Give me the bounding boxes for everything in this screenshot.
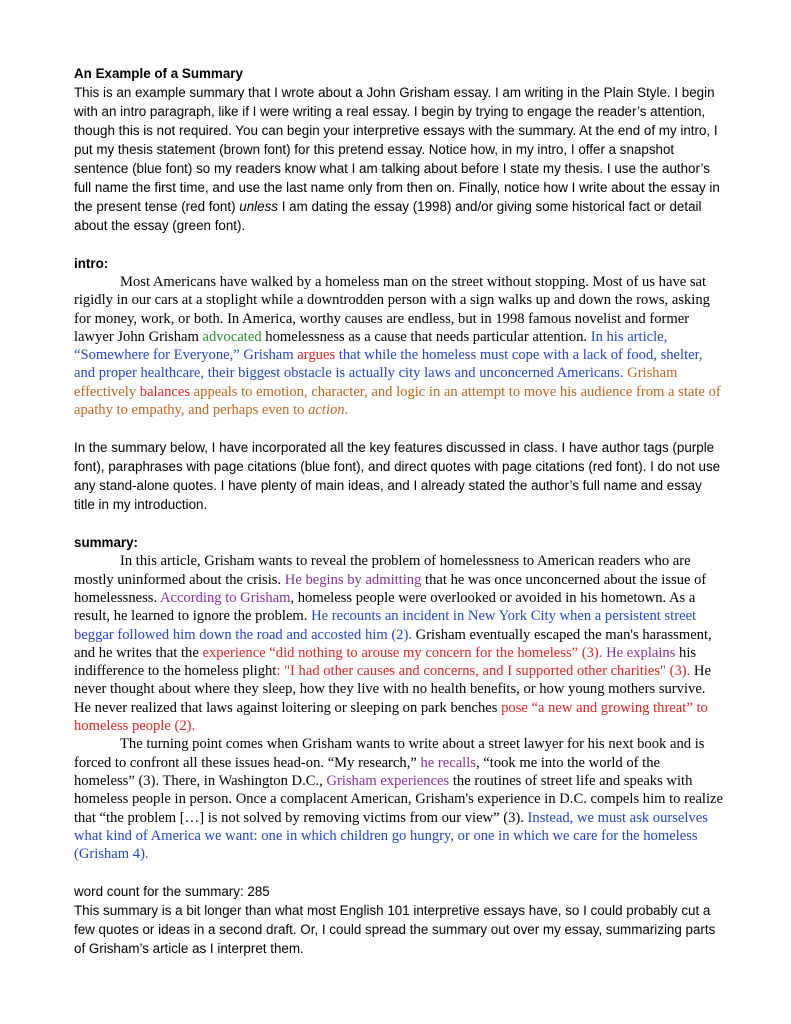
summary2-text-3: the routines of street life and speaks with homeless people in person. Once a complacent American, Grisham's experience in D.C. compels him to realize that “the problem […] is not solved by removing victims from our view” (3). (74, 772, 724, 826)
intro-body (74, 273, 724, 419)
intro-brown-1: Grisham effectively (74, 365, 678, 400)
summary-paragraph-2 (74, 735, 724, 863)
instructions-emphasis: unless (239, 199, 278, 214)
intro-text-1: Most Americans have walked by a homeless man on the street without stopping. Most of us have sat rigidly in our cars at a stoplight while a downtrodden person with a sign walks up and down the rows, asking for money, work, or both. In America, worthy causes are endless, but in 1998 famous novelist and former lawyer John Grisham (74, 274, 710, 345)
summary1-text-4: Grisham eventually escaped the man's harassment, and he writes that the (74, 626, 712, 661)
summary2-blue-1: Instead, we must ask ourselves what kind of America we want: one in which children go hungry, or one in which we care for the homeless (Grisham 4). (74, 809, 708, 863)
word-count: word count for the summary: 285 (74, 884, 270, 900)
intro-brown-emphasis: action (308, 402, 345, 419)
intro-text-2: homelessness as a cause that needs particular attention. (261, 328, 591, 345)
summary1-red-2: : "I had other causes and concerns, and I supported other charities" (3). (276, 663, 691, 680)
summary-label: summary: (74, 535, 139, 551)
summary1-purple-2: According to Grisham (159, 589, 291, 606)
middle-paragraph: In the summary below, I have incorporated all the key features discussed in class. I have author tags (purple font), paraphrases with page citations (blue font), and direct quotes with page citations (red font). I do not use any stand-alone quotes. I have plenty of main ideas, and I already stated the author’s full name and essay title in my introduction. (74, 440, 721, 513)
instructions-text-1: This is an example summary that I wrote about a John Grisham essay. I am writing in the Plain Style. I begin with an intro paragraph, like if I were writing a real essay. I begin by trying to engage the reader’s attention, though this is not required. You can begin your interpretive essays with the summary. At the end of my intro, I put my thesis statement (brown font) for this pretend essay. Notice how, in my intro, I offer a snapshot sentence (blue font) so my readers know what I am talking about before I state my thesis. I use the author’s full name the first time, and use the last name only from then on. Finally, notice how I write about the essay in the present tense (red font) (74, 85, 720, 214)
intro-brown-2: appeals to emotion, character, and logic in an attempt to move his audience from a state of apathy to empathy, and perhaps even to (74, 383, 721, 419)
summary1-purple-1: He begins by admitting (284, 571, 422, 588)
summary2-text-1: The turning point comes when Grisham wants to write about a street lawyer for his next book and is forced to confront all these issues head-on. “My research,” (74, 736, 705, 771)
summary1-red-1: experience “did nothing to arouse my concern for the homeless” (3). (202, 644, 603, 661)
intro-green-1: advocated (202, 328, 262, 345)
summary2-purple-2: Grisham experiences (326, 772, 450, 789)
summary1-red-3: pose “a new and growing threat” to homeless people (2). (74, 699, 708, 735)
summary1-text-1: In this article, Grisham wants to reveal the problem of homelessness to American readers who are mostly uninformed about the crisis. (74, 553, 691, 588)
summary-paragraph-1 (74, 552, 724, 735)
document-page (74, 64, 724, 958)
summary1-purple-3: He explains (606, 644, 676, 661)
page-title: An Example of a Summary (74, 66, 243, 81)
summary1-text-2: that he was once unconcerned about the issue of homelessness. (74, 571, 707, 606)
closing-paragraph: This summary is a bit longer than what most English 101 interpretive essays have, so I could probably cut a few quotes or ideas in a second draft. Or, I could spread the summary out over my essay, summarizing parts of Grisham’s article as I interpret them. (74, 903, 716, 957)
intro-brown-3: . (344, 402, 349, 419)
intro-blue-1: In his article, “Somewhere for Everyone,” Grisham (74, 328, 668, 364)
intro-red-2: balances (139, 383, 191, 400)
intro-red-1: argues (297, 347, 336, 364)
summary1-text-6: his indifference to the homeless plight (74, 644, 697, 680)
instructions-text-2: I am dating the essay (1998) and/or giving some historical fact or detail about the essay (green font). (74, 199, 702, 233)
summary1-text-3: , homeless people were overlooked or avoided in his hometown. As a result, he learned to ignore the problem. (74, 589, 696, 625)
summary2-purple-1: he recalls (420, 754, 476, 771)
summary2-text-2: , “took me into the world of the homeless” (3). There, in Washington D.C., (74, 754, 660, 789)
intro-blue-2: that while the homeless must cope with a lack of food, shelter, and proper healthcare, their biggest obstacle is actually city laws and unconcerned Americans. (74, 347, 703, 382)
summary1-blue-1: He recounts an incident in New York City when a persistent street beggar followed him down the road and accosted him (2). (74, 608, 697, 643)
summary1-text-7: He never thought about where they sleep, how they live with no health benefits, or how young mothers survive. He never realized that laws against loitering or sleeping on park benches (74, 663, 711, 716)
instructions-paragraph (74, 83, 724, 235)
intro-label: intro: (74, 256, 109, 271)
